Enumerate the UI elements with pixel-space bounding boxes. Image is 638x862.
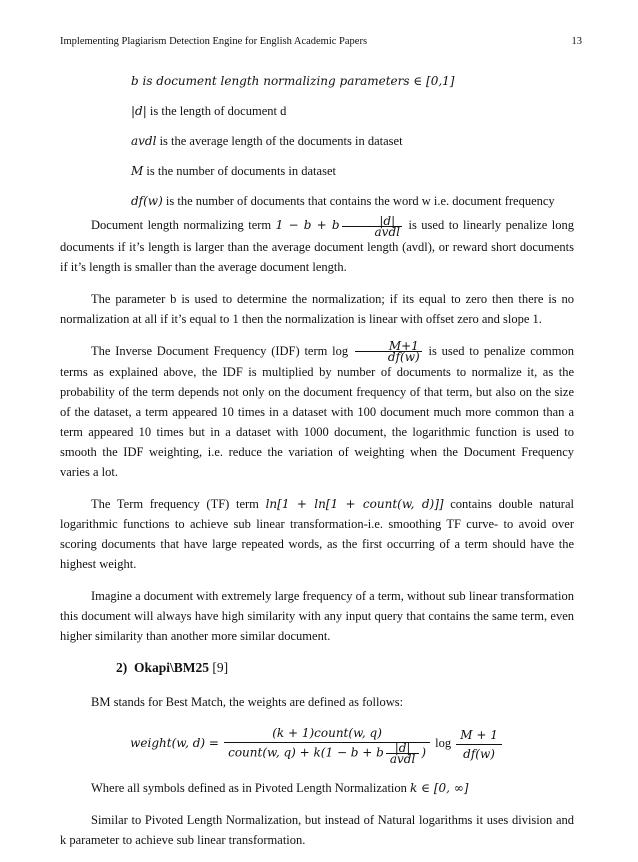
fraction	[355, 339, 422, 365]
definition-math: |d|	[131, 104, 147, 118]
formula-lhs: weight(w, d) =	[130, 736, 219, 751]
section-title: Okapi\BM25	[134, 660, 210, 676]
definition-text: is the average length of the documents in dataset	[156, 134, 403, 148]
definition-math: df(w)	[131, 194, 163, 208]
math-inline: count(w, q) + k(1 − b + b	[228, 745, 384, 760]
paragraph-symbols	[60, 778, 574, 798]
fraction-denominator: avdl	[374, 224, 400, 239]
page-number: 13	[571, 36, 582, 47]
definition-avdl	[131, 132, 555, 162]
paragraph-imagine: Imagine a document with extremely large frequency of a term, without sub linear transformation this document will always have high similarity with any input query that contains the same term, even higher similarity than another more similar document.	[60, 589, 574, 644]
formula-log-fraction	[456, 726, 502, 763]
math-inline: 1 − b + b	[275, 218, 340, 232]
definition-math: avdl	[131, 134, 157, 148]
formula-log-denominator: df(w)	[463, 746, 495, 761]
paragraph-parameter-b: The parameter b is used to determine the normalization; if its equal to zero then there is no normalization at all if it’s equal to 1 then the normalization is linear with offset zero and slope 1.	[60, 291, 574, 326]
paragraph-idf	[60, 341, 574, 483]
text-run: is used to linearly penalize long documents if it’s length is larger than the average document length (avdl), or reward short documents if it’s length is smaller than the average document length.	[60, 218, 574, 274]
definition-d	[131, 102, 555, 132]
definition-math: M	[131, 164, 144, 178]
paragraph-length-normalization	[60, 215, 574, 277]
fraction-numerator: |d|	[386, 743, 419, 754]
formula-log-numerator: M + 1	[456, 726, 502, 745]
fraction	[342, 213, 402, 239]
text-run: contains double natural logarithmic functions to achieve sub linear transformation-i.e. smoothing TF curve- to avoid over scoring documents that have large repeated words, as the first occurring of a term should have the highest weight.	[60, 497, 574, 572]
fraction-denominator: avdl	[389, 752, 416, 767]
symbol-definitions	[131, 72, 555, 222]
text-run: Document length normalizing term	[91, 218, 276, 232]
definition-text: is the length of document d	[146, 104, 287, 118]
definition-text: is the number of documents that contains the word w i.e. document frequency	[162, 194, 555, 208]
text-run: is used to penalize common terms as explained above, the IDF is multiplied by number of documents to normalize it, as the probability of the term depends not only on the document frequency of that term, but also on the size of the dataset, a term appeared 10 times in a dataset with 100 document much more common than a term appeared 10 times but in a dataset with 1000 document, the logarithmic function is used to smooth the IDF weighting, i.e. reduce the variation of weighting when the Document Frequency varies a lot.	[60, 343, 574, 480]
fraction-numerator: M+1	[355, 341, 422, 352]
fraction	[386, 741, 419, 767]
section-number: 2)	[116, 660, 128, 676]
math-inline: )	[421, 745, 426, 760]
body-text	[60, 215, 574, 862]
bm25-formula	[60, 724, 574, 767]
definition-b	[131, 72, 555, 102]
paragraph-bm-intro: BM stands for Best Match, the weights are defined as follows:	[91, 695, 404, 710]
math-inline: ln[1 + ln[1 + count(w, d)]]	[265, 497, 444, 512]
formula-log: log	[435, 736, 452, 751]
text-run: Where all symbols defined as in Pivoted Length Normalization	[91, 781, 411, 796]
formula-main-fraction	[224, 724, 430, 767]
paragraph-tf	[60, 494, 574, 574]
fraction-denominator: df(w)	[387, 350, 420, 365]
text-run: The Inverse Document Frequency (IDF) term log	[91, 343, 353, 358]
section-heading	[116, 658, 574, 678]
formula-numerator: (k + 1)count(w, q)	[224, 724, 430, 743]
definition-text: is the number of documents in dataset	[143, 164, 336, 178]
definition-m	[131, 162, 555, 192]
paragraph-similar: Similar to Pivoted Length Normalization, but instead of Natural logarithms it uses division and k parameter to achieve sub linear transformation.	[60, 813, 574, 848]
fraction-numerator: |d|	[342, 216, 402, 227]
text-run: The Term frequency (TF) term	[91, 497, 266, 512]
running-header	[60, 36, 582, 47]
math-inline: k ∈ [0, ∞]	[410, 781, 469, 796]
formula-denominator	[224, 741, 430, 767]
section-reference: [9]	[209, 660, 229, 676]
definition-math: b is document length normalizing parameters ∈ [0,1]	[131, 74, 455, 88]
header-title: Implementing Plagiarism Detection Engine for English Academic Papers	[60, 36, 368, 47]
